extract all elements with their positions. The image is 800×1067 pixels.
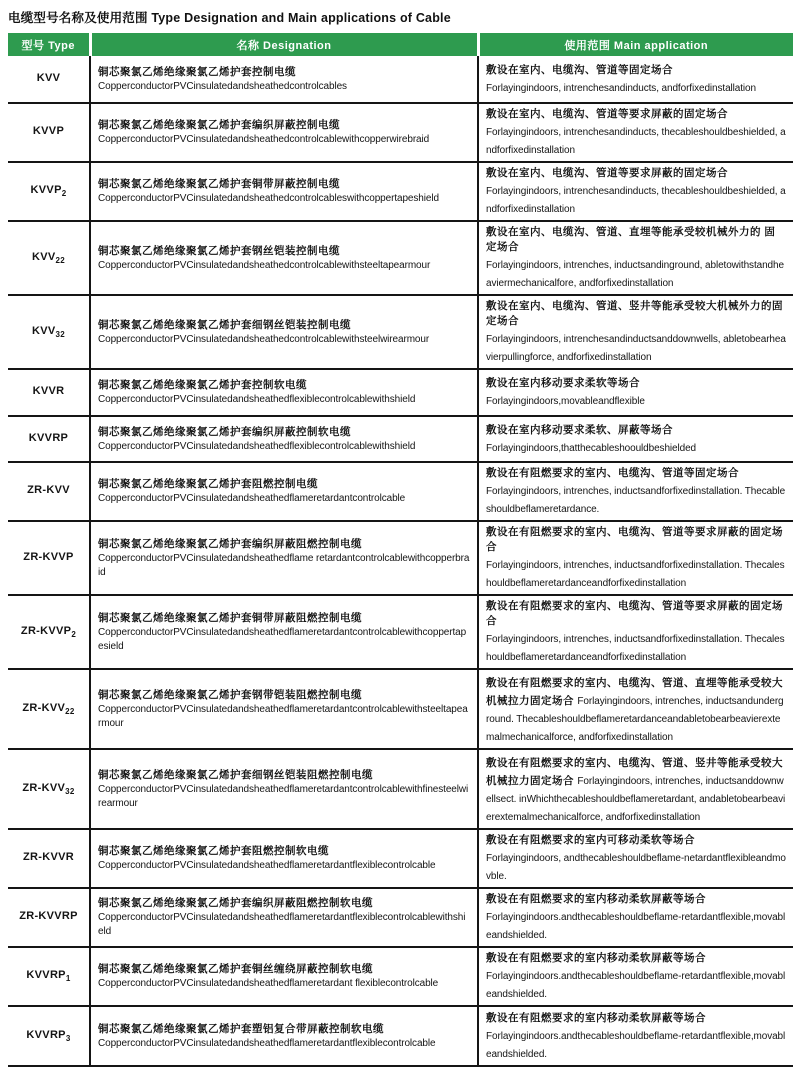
application-en: Forlayingindoors,thatthecableshoouldbeshielded xyxy=(486,442,696,454)
designation-en: CopperconductorPVCinsulatedandsheathedflexiblecontrolcablewithshield xyxy=(98,440,416,452)
application-en: Forlayingindoors, intrenches, inductsandforfixedinstallation. Thecableshouldbeflameretardance. xyxy=(486,486,786,515)
cable-designation-cell xyxy=(90,749,478,829)
table-row xyxy=(8,669,793,749)
cable-type-code xyxy=(8,669,90,749)
type-base: ZR-KVVP xyxy=(20,624,72,637)
cable-designation-cell xyxy=(90,462,478,521)
table-row xyxy=(8,162,793,221)
application-zh: 敷设在室内、电缆沟、管道等要求屏蔽的固定场合 xyxy=(486,167,728,179)
table-row xyxy=(8,947,793,1006)
cable-type-code xyxy=(8,521,90,595)
cable-type-code xyxy=(8,947,90,1006)
designation-zh: 铜芯聚氯乙烯绝缘聚氯乙烯护套铜带屏蔽控制电缆 xyxy=(98,178,340,190)
cable-designation-cell xyxy=(90,369,478,416)
designation-zh: 铜芯聚氯乙烯绝缘聚氯乙烯护套钢丝铠装控制电缆 xyxy=(98,244,340,257)
cable-type-code xyxy=(8,56,90,103)
cable-type-code xyxy=(8,103,90,162)
cable-application-cell xyxy=(478,947,793,1006)
table-row xyxy=(8,521,793,595)
table-row xyxy=(8,888,793,947)
cable-application-cell xyxy=(478,595,793,669)
cable-designation-cell xyxy=(90,221,478,295)
header-application: 使用范围 Main application xyxy=(478,33,793,56)
cable-application-cell xyxy=(478,295,793,369)
type-base: KVVRP xyxy=(28,431,69,444)
table-row xyxy=(8,829,793,888)
cable-application-cell xyxy=(478,829,793,888)
cable-type-code xyxy=(8,369,90,416)
designation-zh: 铜芯聚氯乙烯绝缘聚氯乙烯护套控制电缆 xyxy=(98,65,296,78)
designation-en: CopperconductorPVCinsulatedandsheathedflameretardantcontrolcablewithcoppertapesield xyxy=(98,626,467,652)
table-row xyxy=(8,749,793,829)
designation-en: CopperconductorPVCinsulatedandsheathedcontrolcableswithcoppertapeshield xyxy=(98,193,439,204)
designation-zh: 铜芯聚氯乙烯绝缘聚氯乙烯护套编织屏蔽阻燃控制软电缆 xyxy=(98,897,373,909)
application-zh: 敷设在室内、电缆沟、管道等固定场合 xyxy=(486,63,673,76)
designation-en: CopperconductorPVCinsulatedandsheathedcontrolcablewithsteelwirearmour xyxy=(98,333,430,345)
type-subscript: 2 xyxy=(61,189,67,199)
cable-type-code xyxy=(8,1006,90,1066)
designation-en: CopperconductorPVCinsulatedandsheathedflameretardantflexiblecontrolcable xyxy=(98,1037,436,1049)
application-zh: 敷设在室内、电缆沟、管道等要求屏蔽的固定场合 xyxy=(486,108,728,120)
cable-type-code xyxy=(8,462,90,521)
application-zh: 敷设在室内、电缆沟、管道、竖井等能承受较大机械外力的固定场合 xyxy=(486,300,783,327)
type-base: KVVR xyxy=(32,385,65,398)
cable-application-cell xyxy=(478,462,793,521)
application-zh: 敷设在有阻燃要求的室内移动柔软屏蔽等场合 xyxy=(486,893,706,905)
table-row xyxy=(8,295,793,369)
designation-en: CopperconductorPVCinsulatedandsheathedcontrolcablewithcopperwirebraid xyxy=(98,134,430,145)
type-base: KVVRP xyxy=(26,1028,66,1041)
designation-zh: 铜芯聚氯乙烯绝缘聚氯乙烯护套塑铝复合带屏蔽控制软电缆 xyxy=(98,1022,384,1035)
application-zh: 敷设在有阻燃要求的室内、电缆沟、管道等要求屏蔽的固定场合 xyxy=(486,526,783,553)
cable-application-cell xyxy=(478,1006,793,1066)
cable-type-table xyxy=(8,33,793,1067)
cable-application-cell xyxy=(478,162,793,221)
table-header-row xyxy=(8,33,793,56)
table-row xyxy=(8,1006,793,1066)
type-base: ZR-KVV xyxy=(27,484,70,497)
application-en: Forlayingindoors, intrenchesandinducts, thecableshouldbeshielded, andforfixedinstallation xyxy=(486,127,786,156)
cable-application-cell xyxy=(478,749,793,829)
application-en: Forlayingindoors.andthecableshouldbeflame-retardantflexible,movableandshielded. xyxy=(486,971,786,1000)
type-subscript: 22 xyxy=(65,707,75,717)
designation-zh: 铜芯聚氯乙烯绝缘聚氯乙烯护套阻燃控制软电缆 xyxy=(98,845,329,857)
cable-application-cell xyxy=(478,669,793,749)
application-en: Forlayingindoors, intrenches, inductsandforfixedinstallation. Thecaleshouldbeflameretardanceandforfixedinstallation xyxy=(486,560,785,589)
application-en: Forlayingindoors, intrenches, inductsanddownwellsect. inWhichthecableshouldbeflameretardant, andabletobearbeavierextemalmechanicalforce, andforfixedinstallation xyxy=(486,776,786,823)
application-zh: 敷设在室内移动要求柔软、屏蔽等场合 xyxy=(486,423,673,436)
type-base: ZR-KVVRP xyxy=(19,910,78,923)
designation-en: CopperconductorPVCinsulatedandsheathedflameretardantflexiblecontrolcable xyxy=(98,860,436,871)
designation-zh: 铜芯聚氯乙烯绝缘聚氯乙烯护套控制软电缆 xyxy=(98,379,307,391)
application-zh: 敷设在有阻燃要求的室内可移动柔软等场合 xyxy=(486,834,695,846)
designation-en: CopperconductorPVCinsulatedandsheathedflameretardant flexiblecontrolcable xyxy=(98,978,439,989)
cable-designation-cell xyxy=(90,1006,478,1066)
type-base: KVV xyxy=(36,71,61,84)
designation-en: CopperconductorPVCinsulatedandsheathedcontrolcablewithsteeltapearmour xyxy=(98,259,431,271)
designation-en: CopperconductorPVCinsulatedandsheathedflameretardantcontrolcablewithsteeltapearmour xyxy=(98,703,468,729)
table-row xyxy=(8,416,793,462)
table-row xyxy=(8,56,793,103)
designation-zh: 铜芯聚氯乙烯绝缘聚氯乙烯护套钢带铠装阻燃控制电缆 xyxy=(98,688,362,701)
application-en: Forlayingindoors, intrenchesandinducts, andforfixedinstallation xyxy=(486,82,756,94)
application-en: Forlayingindoors.andthecableshouldbeflame-retardantflexible,movableandshielded. xyxy=(486,912,786,941)
cable-designation-cell xyxy=(90,295,478,369)
header-name: 名称 Designation xyxy=(90,33,478,56)
designation-en: CopperconductorPVCinsulatedandsheathedflame retardantcontrolcablewithcopperbraid xyxy=(98,552,470,578)
cable-designation-cell xyxy=(90,416,478,462)
table-row xyxy=(8,103,793,162)
designation-zh: 铜芯聚氯乙烯绝缘聚氯乙烯护套细钢丝铠装控制电缆 xyxy=(98,318,351,331)
cable-designation-cell xyxy=(90,521,478,595)
cable-type-code xyxy=(8,162,90,221)
cable-type-code xyxy=(8,829,90,888)
table-row xyxy=(8,221,793,295)
cable-designation-cell xyxy=(90,595,478,669)
page-title: 电缆型号名称及使用范围 Type Designation and Main applications of Cable xyxy=(8,11,451,25)
cable-designation-cell xyxy=(90,103,478,162)
designation-zh: 铜芯聚氯乙烯绝缘聚氯乙烯护套阻燃控制电缆 xyxy=(98,478,318,490)
designation-en: CopperconductorPVCinsulatedandsheathedflameretardantflexiblecontrolcablewithshield xyxy=(98,912,466,937)
type-base: ZR-KVV xyxy=(22,781,66,794)
application-zh: 敷设在有阻燃要求的室内移动柔软屏蔽等场合 xyxy=(486,1011,706,1024)
cable-application-cell xyxy=(478,221,793,295)
designation-zh: 铜芯聚氯乙烯绝缘聚氯乙烯护套细钢丝铠装阻燃控制电缆 xyxy=(98,768,373,781)
designation-zh: 铜芯聚氯乙烯绝缘聚氯乙烯护套编织屏蔽控制软电缆 xyxy=(98,425,351,438)
designation-zh: 铜芯聚氯乙烯绝缘聚氯乙烯护套编织屏蔽阻燃控制电缆 xyxy=(98,537,362,550)
cable-type-code xyxy=(8,749,90,829)
application-zh: 敷设在有阻燃要求的室内、电缆沟、管道、直埋等能承受较大机械拉力固定场合 xyxy=(486,677,783,707)
type-base: KVV xyxy=(31,324,56,337)
cable-designation-cell xyxy=(90,888,478,947)
cable-application-cell xyxy=(478,103,793,162)
application-zh: 敷设在有阻燃要求的室内、电缆沟、管道等固定场合 xyxy=(486,467,739,479)
cable-type-code xyxy=(8,888,90,947)
application-en: Forlayingindoors, intrenches, inductsandinground, abletowithstandheaviermechanicalfore, andforfixedinstallation xyxy=(486,260,784,289)
table-body xyxy=(8,56,793,1066)
type-subscript: 2 xyxy=(71,630,77,640)
application-en: Forlayingindoors.andthecableshouldbeflame-retardantflexible,movableandshielded. xyxy=(486,1030,786,1060)
application-zh: 敷设在室内、电缆沟、管道、直埋等能承受较机械外力的 固定场合 xyxy=(486,226,776,253)
application-zh: 敷设在室内移动要求柔软等场合 xyxy=(486,377,640,389)
type-subscript: 1 xyxy=(65,974,71,984)
type-subscript: 22 xyxy=(55,256,66,266)
application-en: Forlayingindoors, intrenches, inductsandforfixedinstallation. Thecaleshouldbeflameretardanceandforfixedinstallation xyxy=(486,634,785,663)
cable-designation-cell xyxy=(90,162,478,221)
application-en: Forlayingindoors, intrenchesandinducts, thecableshouldbeshielded, andforfixedinstallation xyxy=(486,186,786,215)
type-subscript: 32 xyxy=(65,787,75,797)
application-zh: 敷设在有阻燃要求的室内移动柔软屏蔽等场合 xyxy=(486,952,706,964)
cable-designation-cell xyxy=(90,56,478,103)
type-base: ZR-KVVR xyxy=(23,851,74,864)
cable-type-code xyxy=(8,221,90,295)
designation-zh: 铜芯聚氯乙烯绝缘聚氯乙烯护套铜带屏蔽阻燃控制电缆 xyxy=(98,611,362,624)
type-base: KVVP xyxy=(30,184,62,197)
cable-designation-cell xyxy=(90,669,478,749)
type-base: KVVRP xyxy=(26,969,66,982)
cable-application-cell xyxy=(478,416,793,462)
cable-application-cell xyxy=(478,521,793,595)
cable-type-code xyxy=(8,595,90,669)
cable-application-cell xyxy=(478,369,793,416)
cable-designation-cell xyxy=(90,947,478,1006)
cable-type-code xyxy=(8,295,90,369)
table-row xyxy=(8,369,793,416)
designation-zh: 铜芯聚氯乙烯绝缘聚氯乙烯护套编织屏蔽控制电缆 xyxy=(98,119,340,131)
application-zh: 敷设在有阻燃要求的室内、电缆沟、管道、竖井等能承受较大机械拉力固定场合 xyxy=(486,757,783,787)
type-base: ZR-KVVP xyxy=(23,550,74,563)
type-subscript: 3 xyxy=(65,1034,71,1044)
designation-en: CopperconductorPVCinsulatedandsheathedflameretardantcontrolcablewithfinesteelwirearmour xyxy=(98,783,469,809)
cable-application-cell xyxy=(478,888,793,947)
type-base: ZR-KVV xyxy=(22,701,66,714)
application-en: Forlayingindoors,movableandflexible xyxy=(486,396,645,407)
designation-en: CopperconductorPVCinsulatedandsheathedcontrolcables xyxy=(98,80,347,92)
type-base: KVVP xyxy=(32,125,65,138)
application-en: Forlayingindoors, intrenches, inductsandunderground. Thecableshouldbeflameretardanceandabletobearbeavierextemalmechanicalforce, andforfixedinstallation xyxy=(486,696,784,743)
designation-en: CopperconductorPVCinsulatedandsheathedflexiblecontrolcablewithshield xyxy=(98,394,416,405)
application-en: Forlayingindoors, intrenchesandinductsanddownwells, abletobearheavierpullingforce, andforfixedinstallation xyxy=(486,334,786,363)
designation-en: CopperconductorPVCinsulatedandsheathedflameretardantcontrolcable xyxy=(98,493,406,504)
header-type: 型号 Type xyxy=(8,33,90,56)
cable-designation-cell xyxy=(90,829,478,888)
table-row xyxy=(8,462,793,521)
table-row xyxy=(8,595,793,669)
application-en: Forlayingindoors, andthecableshouldbeflame-netardantflexibleandmovble. xyxy=(486,853,786,882)
application-zh: 敷设在有阻燃要求的室内、电缆沟、管道等要求屏蔽的固定场合 xyxy=(486,600,783,627)
type-base: KVV xyxy=(31,250,56,263)
designation-zh: 铜芯聚氯乙烯绝缘聚氯乙烯护套铜丝缠绕屏蔽控制软电缆 xyxy=(98,963,373,975)
type-subscript: 32 xyxy=(55,330,66,340)
cable-application-cell xyxy=(478,56,793,103)
cable-type-code xyxy=(8,416,90,462)
